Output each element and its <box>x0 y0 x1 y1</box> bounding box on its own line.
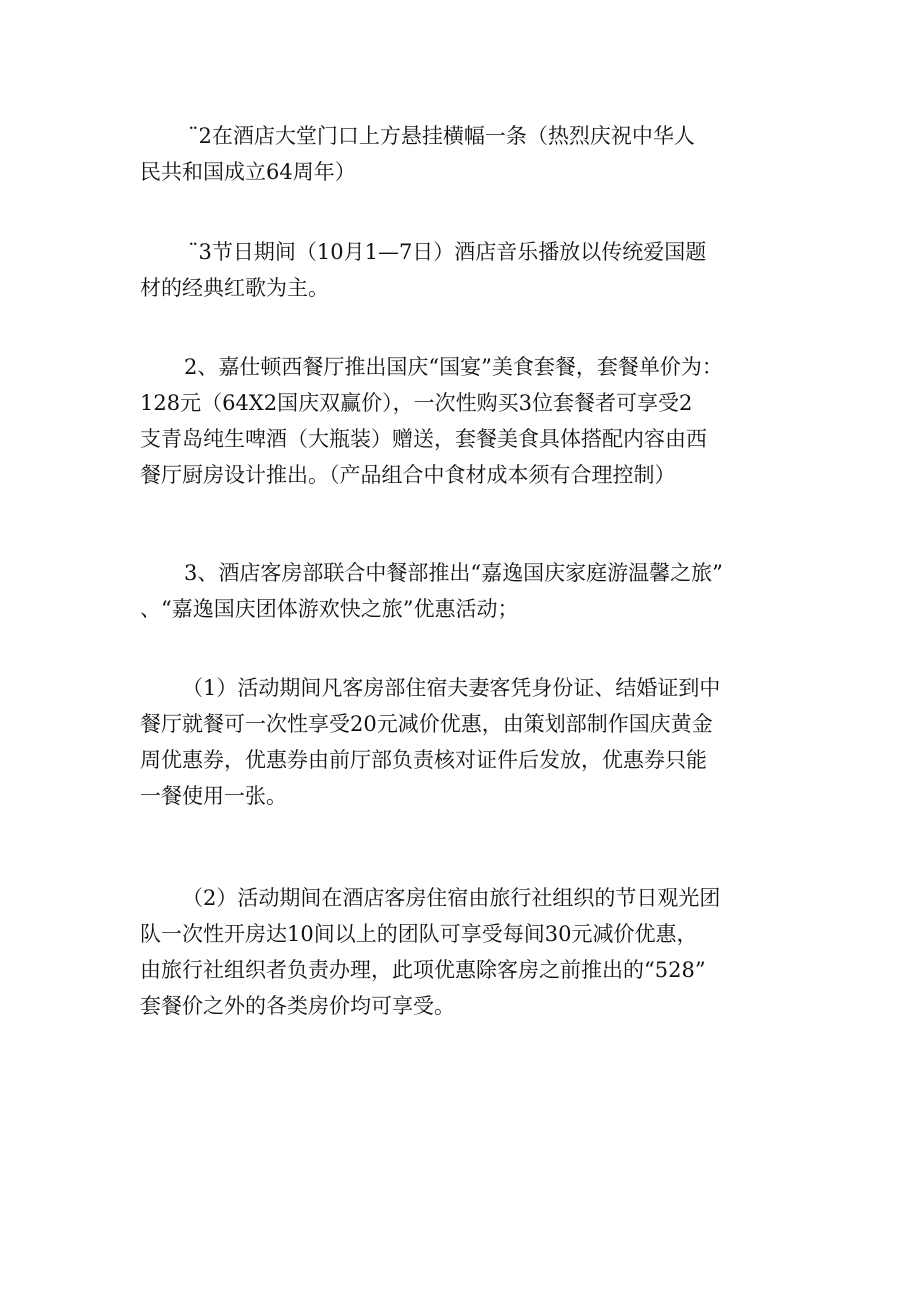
paragraph-room-promotion <box>140 555 790 627</box>
text-line: 民共和国成立64周年） <box>140 160 356 184</box>
text-line: ¨2在酒店大堂门口上方悬挂横幅一条（热烈庆祝中华人 <box>188 124 695 148</box>
text-line: 餐厅就餐可一次性享受20元减价优惠，由策划部制作国庆黄金 <box>140 712 713 736</box>
text-line: 队一次性开房达10间以上的团队可享受每间30元减价优惠， <box>140 922 698 946</box>
text-line: 、“嘉逸国庆团体游欢快之旅”优惠活动； <box>140 597 519 621</box>
text-line: 一餐使用一张。 <box>140 784 287 808</box>
text-line: 餐厅厨房设计推出。（产品组合中食材成本须有合理控制） <box>140 463 676 487</box>
text-line: ¨3节日期间（10月1—7日）酒店音乐播放以传统爱国题 <box>188 240 707 264</box>
text-line: 2、嘉仕顿西餐厅推出国庆“国宴”美食套餐，套餐单价为： <box>184 355 723 379</box>
paragraph-couple-discount <box>140 670 790 814</box>
text-line: 周优惠券，优惠券由前厅部负责核对证件后发放，优惠券只能 <box>140 748 707 772</box>
paragraph-group-discount <box>140 880 790 1024</box>
text-line: 材的经典红歌为主。 <box>140 276 329 300</box>
text-line: （2）活动期间在酒店客房住宿由旅行社组织的节日观光团 <box>182 886 721 910</box>
text-line: 由旅行社组织者负责办理，此项优惠除客房之前推出的“528” <box>140 958 706 982</box>
text-line: 3、酒店客房部联合中餐部推出“嘉逸国庆家庭游温馨之旅” <box>184 561 723 585</box>
text-line: （1）活动期间凡客房部住宿夫妻客凭身份证、结婚证到中 <box>182 676 721 700</box>
paragraph-western-restaurant <box>140 349 790 493</box>
paragraph-banner <box>140 118 790 190</box>
text-line: 支青岛纯生啤酒（大瓶装）赠送，套餐美食具体搭配内容由西 <box>140 427 707 451</box>
paragraph-music <box>140 234 790 306</box>
text-line: 套餐价之外的各类房价均可享受。 <box>140 994 455 1018</box>
text-line: 128元（64X2国庆双赢价），一次性购买3位套餐者可享受2 <box>140 391 693 415</box>
